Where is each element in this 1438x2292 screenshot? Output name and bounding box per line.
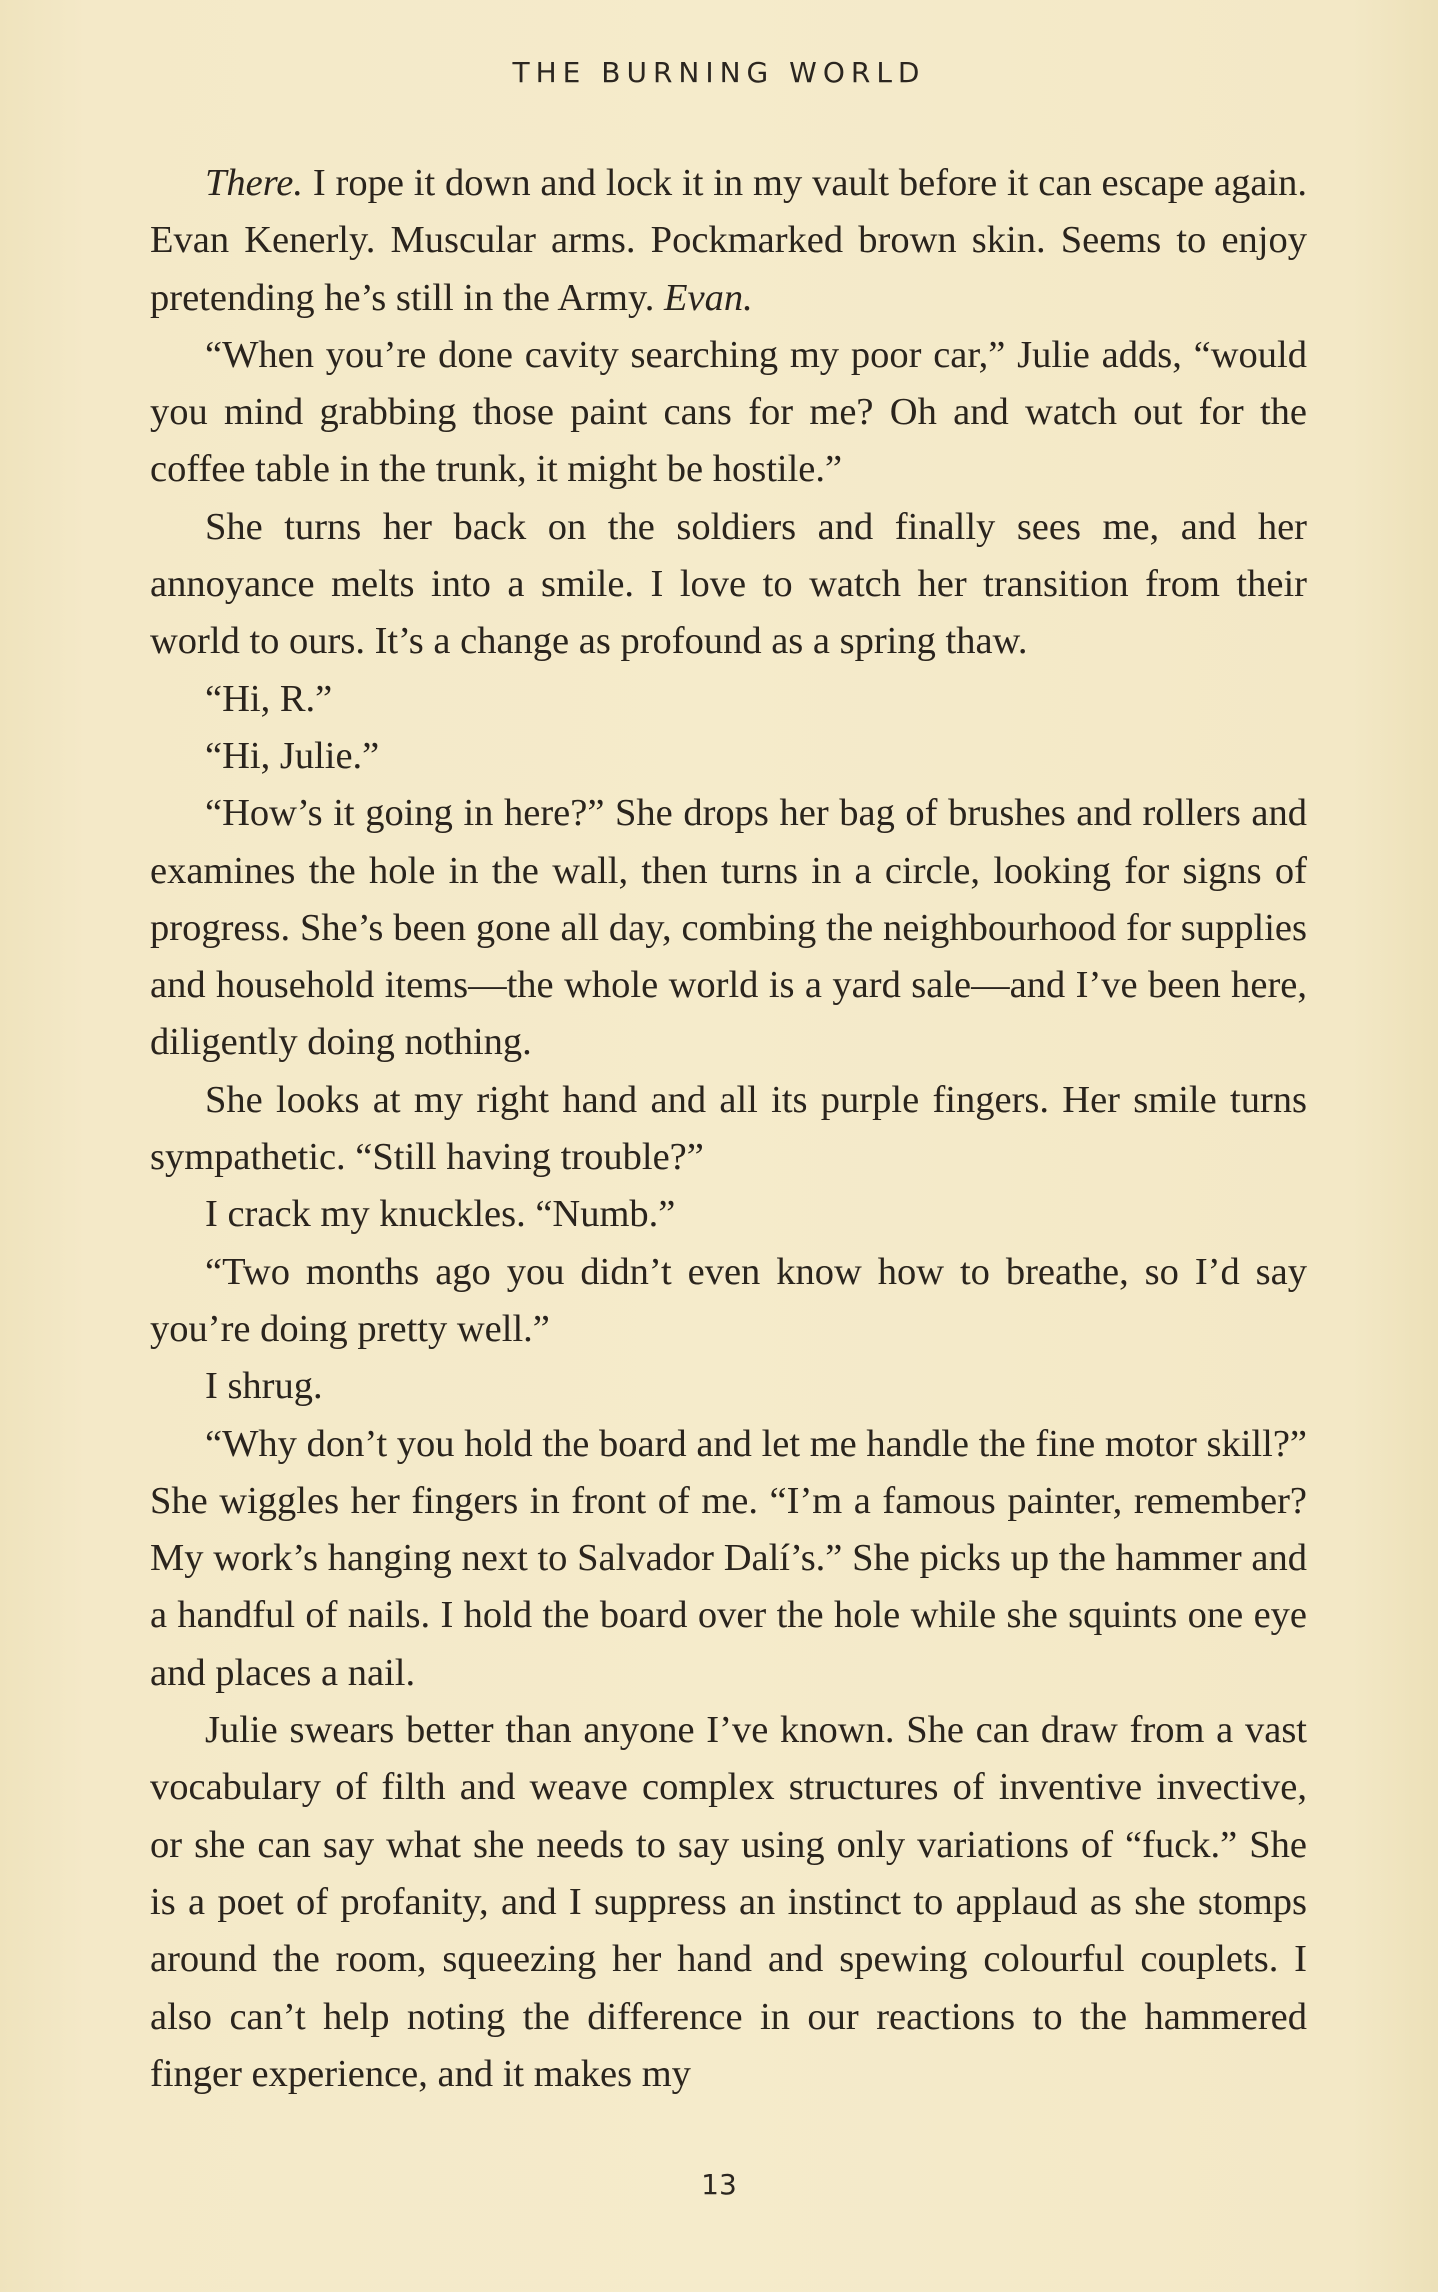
paragraph: “Hi, Julie.” xyxy=(205,734,380,777)
paragraph: “Why don’t you hold the board and let me handle the fine motor skill?” She wiggles her fingers in front of me. “I’m a famous painter, remember? My work’s hanging next to Salvador Dalí’s.” She picks up the hammer and a handful of nails. I hold the board over the hole while she squints one eye and places a nail. xyxy=(150,1422,1307,1694)
page-number: 13 xyxy=(701,2168,737,2201)
paragraph-italic-lead: There. xyxy=(205,162,304,204)
paragraph: “How’s it going in here?” She drops her bag of brushes and rollers and examines the hole in the wall, then turns in a circle, looking for signs of progress. She’s been gone all day, combing the neighbourhood for supplies and household items—the whole world is a yard sale—and I’ve been here, diligently doing nothing. xyxy=(150,792,1307,1064)
paragraph xyxy=(150,155,1307,327)
paragraph: She turns her back on the soldiers and finally sees me, and her annoyance melts into a smile. I love to watch her transition from their world to ours. It’s a change as profound as a spring thaw. xyxy=(150,505,1307,663)
paragraph: “Two months ago you didn’t even know how to breathe, so I’d say you’re doing pretty well.” xyxy=(150,1250,1307,1350)
paragraph: “Hi, R.” xyxy=(205,677,333,720)
paragraph-italic-tail: Evan. xyxy=(663,276,753,319)
body-text xyxy=(150,155,1307,2103)
paragraph: She looks at my right hand and all its purple fingers. Her smile turns sympathetic. “Still having trouble?” xyxy=(150,1078,1307,1179)
running-header: THE BURNING WORLD xyxy=(512,56,926,89)
paragraph: “When you’re done cavity searching my poor car,” Julie adds, “would you mind grabbing those paint cans for me? Oh and watch out for the coffee table in the trunk, it might be hostile.” xyxy=(150,333,1307,491)
paragraph-text: I rope it down and lock it in my vault before it can escape again. Evan Kenerly. Muscular arms. Pockmarked brown skin. Seems to enjoy pretending he’s still in the Army. xyxy=(150,162,1307,319)
paragraph: I crack my knuckles. “Numb.” xyxy=(205,1193,676,1236)
paragraph: Julie swears better than anyone I’ve known. She can draw from a vast vocabulary of filth and weave complex structures of inventive invective, or she can say what she needs to say using only variations of “fuck.” She is a poet of profanity, and I suppress an instinct to applaud as she stomps around the room, squeezing her hand and spewing colourful couplets. I also can’t help noting the difference in our reactions to the hammered finger experience, and it makes my xyxy=(150,1709,1307,2095)
paragraph: I shrug. xyxy=(205,1365,323,1408)
